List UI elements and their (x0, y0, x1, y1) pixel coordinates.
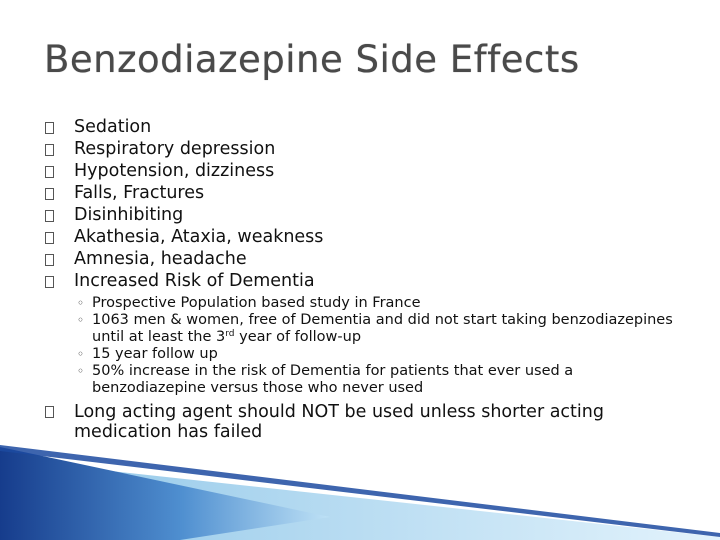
bullet-text: Hypotension, dizziness (74, 161, 275, 181)
sub-bullet-item (76, 295, 684, 312)
sub-bullet-item (76, 312, 684, 346)
bullet-text: Increased Risk of Dementia (74, 271, 315, 291)
bullet-item (44, 138, 684, 160)
square-bullet-icon (45, 254, 54, 266)
bullet-item (44, 160, 684, 182)
bullet-text: Respiratory depression (74, 139, 276, 159)
dementia-sub-list (76, 295, 684, 397)
circle-bullet-icon: ◦ (77, 296, 85, 310)
bullet-text: Akathesia, Ataxia, weakness (74, 227, 324, 247)
bullet-item (44, 204, 684, 226)
sub-bullet-item (76, 363, 684, 397)
square-bullet-icon (45, 276, 54, 288)
square-bullet-icon (45, 210, 54, 222)
square-bullet-icon (45, 406, 54, 418)
sub-bullet-text: Prospective Population based study in France (92, 295, 421, 311)
bullet-item (44, 226, 684, 248)
circle-bullet-icon: ◦ (77, 364, 85, 378)
superscript-rd: rd (225, 329, 235, 339)
decorative-swoosh (0, 445, 720, 540)
bullet-text: Long acting agent should NOT be used unless shorter acting medication has failed (74, 402, 604, 442)
sub-bullet-text: 1063 men & women, free of Dementia and did not start taking benzodiazepines until at least the 3rd year of follow-up (92, 312, 673, 345)
bullet-text: Sedation (74, 117, 152, 137)
bullet-item (44, 116, 684, 138)
bullet-item (44, 182, 684, 204)
bullet-item (44, 248, 684, 270)
square-bullet-icon (45, 122, 54, 134)
sub-bullet-text: 15 year follow up (92, 346, 218, 362)
sub-bullet-text: 50% increase in the risk of Dementia for patients that ever used a benzodiazepine versus those who never used (92, 363, 574, 396)
square-bullet-icon (45, 166, 54, 178)
bullet-list (44, 116, 684, 442)
circle-bullet-icon: ◦ (77, 347, 85, 361)
bullet-text: Amnesia, headache (74, 249, 247, 269)
slide-title: Benzodiazepine Side Effects (44, 38, 580, 81)
sub-bullet-item (76, 346, 684, 363)
bullet-item-recommendation (44, 402, 694, 442)
bullet-text: Disinhibiting (74, 205, 184, 225)
square-bullet-icon (45, 144, 54, 156)
square-bullet-icon (45, 232, 54, 244)
circle-bullet-icon: ◦ (77, 313, 85, 327)
square-bullet-icon (45, 188, 54, 200)
bullet-text: Falls, Fractures (74, 183, 205, 203)
bullet-item (44, 270, 684, 292)
